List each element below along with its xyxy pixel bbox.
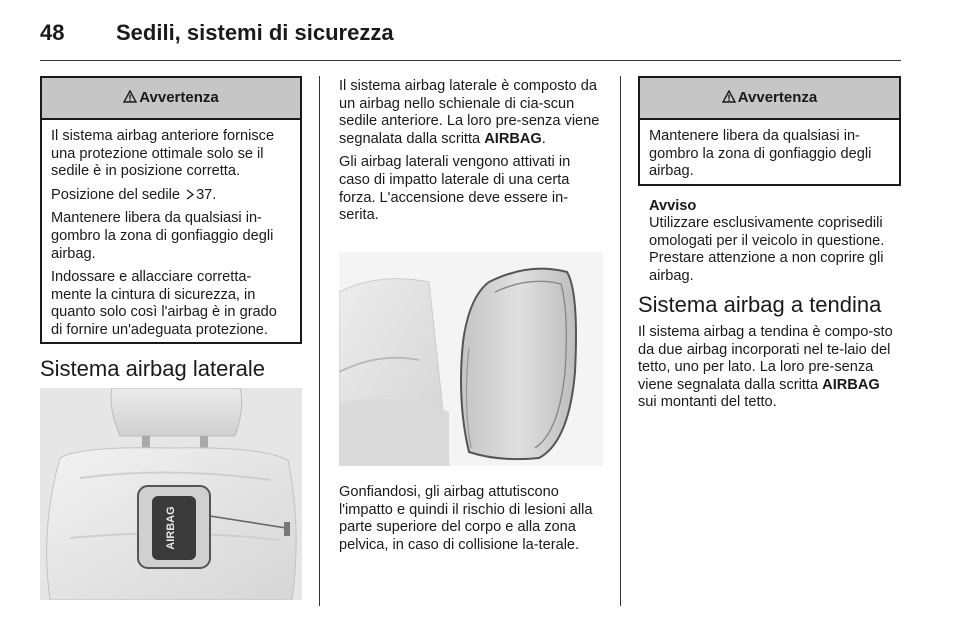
warning-triangle-icon <box>123 90 137 103</box>
paragraph-end: sui montanti del tetto. <box>638 394 777 411</box>
notice-title: Avviso <box>649 198 697 214</box>
section-title: Sistema airbag laterale <box>40 356 266 381</box>
warning-paragraph: Mantenere libera da qualsiasi in-gombro la zona di gonfiaggio degli airbag. <box>51 210 274 262</box>
warning-paragraph: Il sistema airbag anteriore fornisce una protezione ottimale solo se il sedile è in posizione corretta. <box>51 128 275 180</box>
airbag-label-text: AIRBAG <box>165 506 177 550</box>
page-reference[interactable]: 37. <box>196 186 217 203</box>
column-divider <box>319 76 320 606</box>
paragraph <box>638 324 902 412</box>
airbag-label-reference: AIRBAG <box>484 130 542 147</box>
paragraph-text: Il sistema airbag a tendina è compo-sto da due airbag incorporati nel te-laio del tetto, uno per lato. La loro pre-senza viene segnalata dalla scritta <box>638 324 893 393</box>
seat-position-text: Posizione del sedile <box>51 186 180 203</box>
warning-header <box>640 78 899 120</box>
paragraph: Gonfiandosi, gli airbag attutiscono l'impatto e quindi il rischio di lesioni alla parte superiore del corpo e alla zona pelvica, in caso di collisione la-terale. <box>339 484 593 553</box>
airbag-label-reference: AIRBAG <box>822 376 880 393</box>
section-title: Sistema airbag a tendina <box>638 292 882 317</box>
warning-paragraph <box>51 187 291 205</box>
column-divider <box>620 76 621 606</box>
warning-triangle-icon <box>722 90 736 103</box>
inflation-description <box>339 484 604 560</box>
seat-airbag-label-illustration <box>40 388 302 600</box>
curtain-airbag-description <box>638 324 902 418</box>
page-header: Sedili, sistemi di sicurezza <box>116 20 394 45</box>
warning-box <box>638 76 901 186</box>
warning-box <box>40 76 302 344</box>
side-airbag-illustration <box>339 252 603 466</box>
paragraph: Gli airbag laterali vengono attivati in caso di impatto laterale di una certa forza. L'accensione deve essere in-serita. <box>339 154 571 224</box>
page-number: 48 <box>40 20 65 45</box>
header-rule <box>40 60 901 61</box>
warning-title: Avvertenza <box>737 89 818 106</box>
page-reference-arrow-icon <box>186 189 194 200</box>
paragraph <box>339 78 604 148</box>
warning-paragraph: Indossare e allacciare corretta-mente la cintura di sicurezza, in quanto solo così l'airbag è in grado di fornire un'adeguata protezione. <box>51 269 277 338</box>
paragraph-end: . <box>541 130 546 147</box>
side-airbag-description <box>339 78 604 231</box>
warning-title: Avvertenza <box>139 89 219 106</box>
paragraph-text: Il sistema airbag laterale è composto da un airbag nello schienale di cia-scun sedile anteriore. La loro pre-senza viene segnalata dalla scritta <box>339 78 600 147</box>
warning-header <box>42 78 300 120</box>
notice-text: Utilizzare esclusivamente coprisedili omologati per il veicolo in questione. Prestare attenzione a non coprire gli airbag. <box>649 215 885 284</box>
warning-paragraph: Mantenere libera da qualsiasi in-gombro la zona di gonfiaggio degli airbag. <box>649 128 872 180</box>
